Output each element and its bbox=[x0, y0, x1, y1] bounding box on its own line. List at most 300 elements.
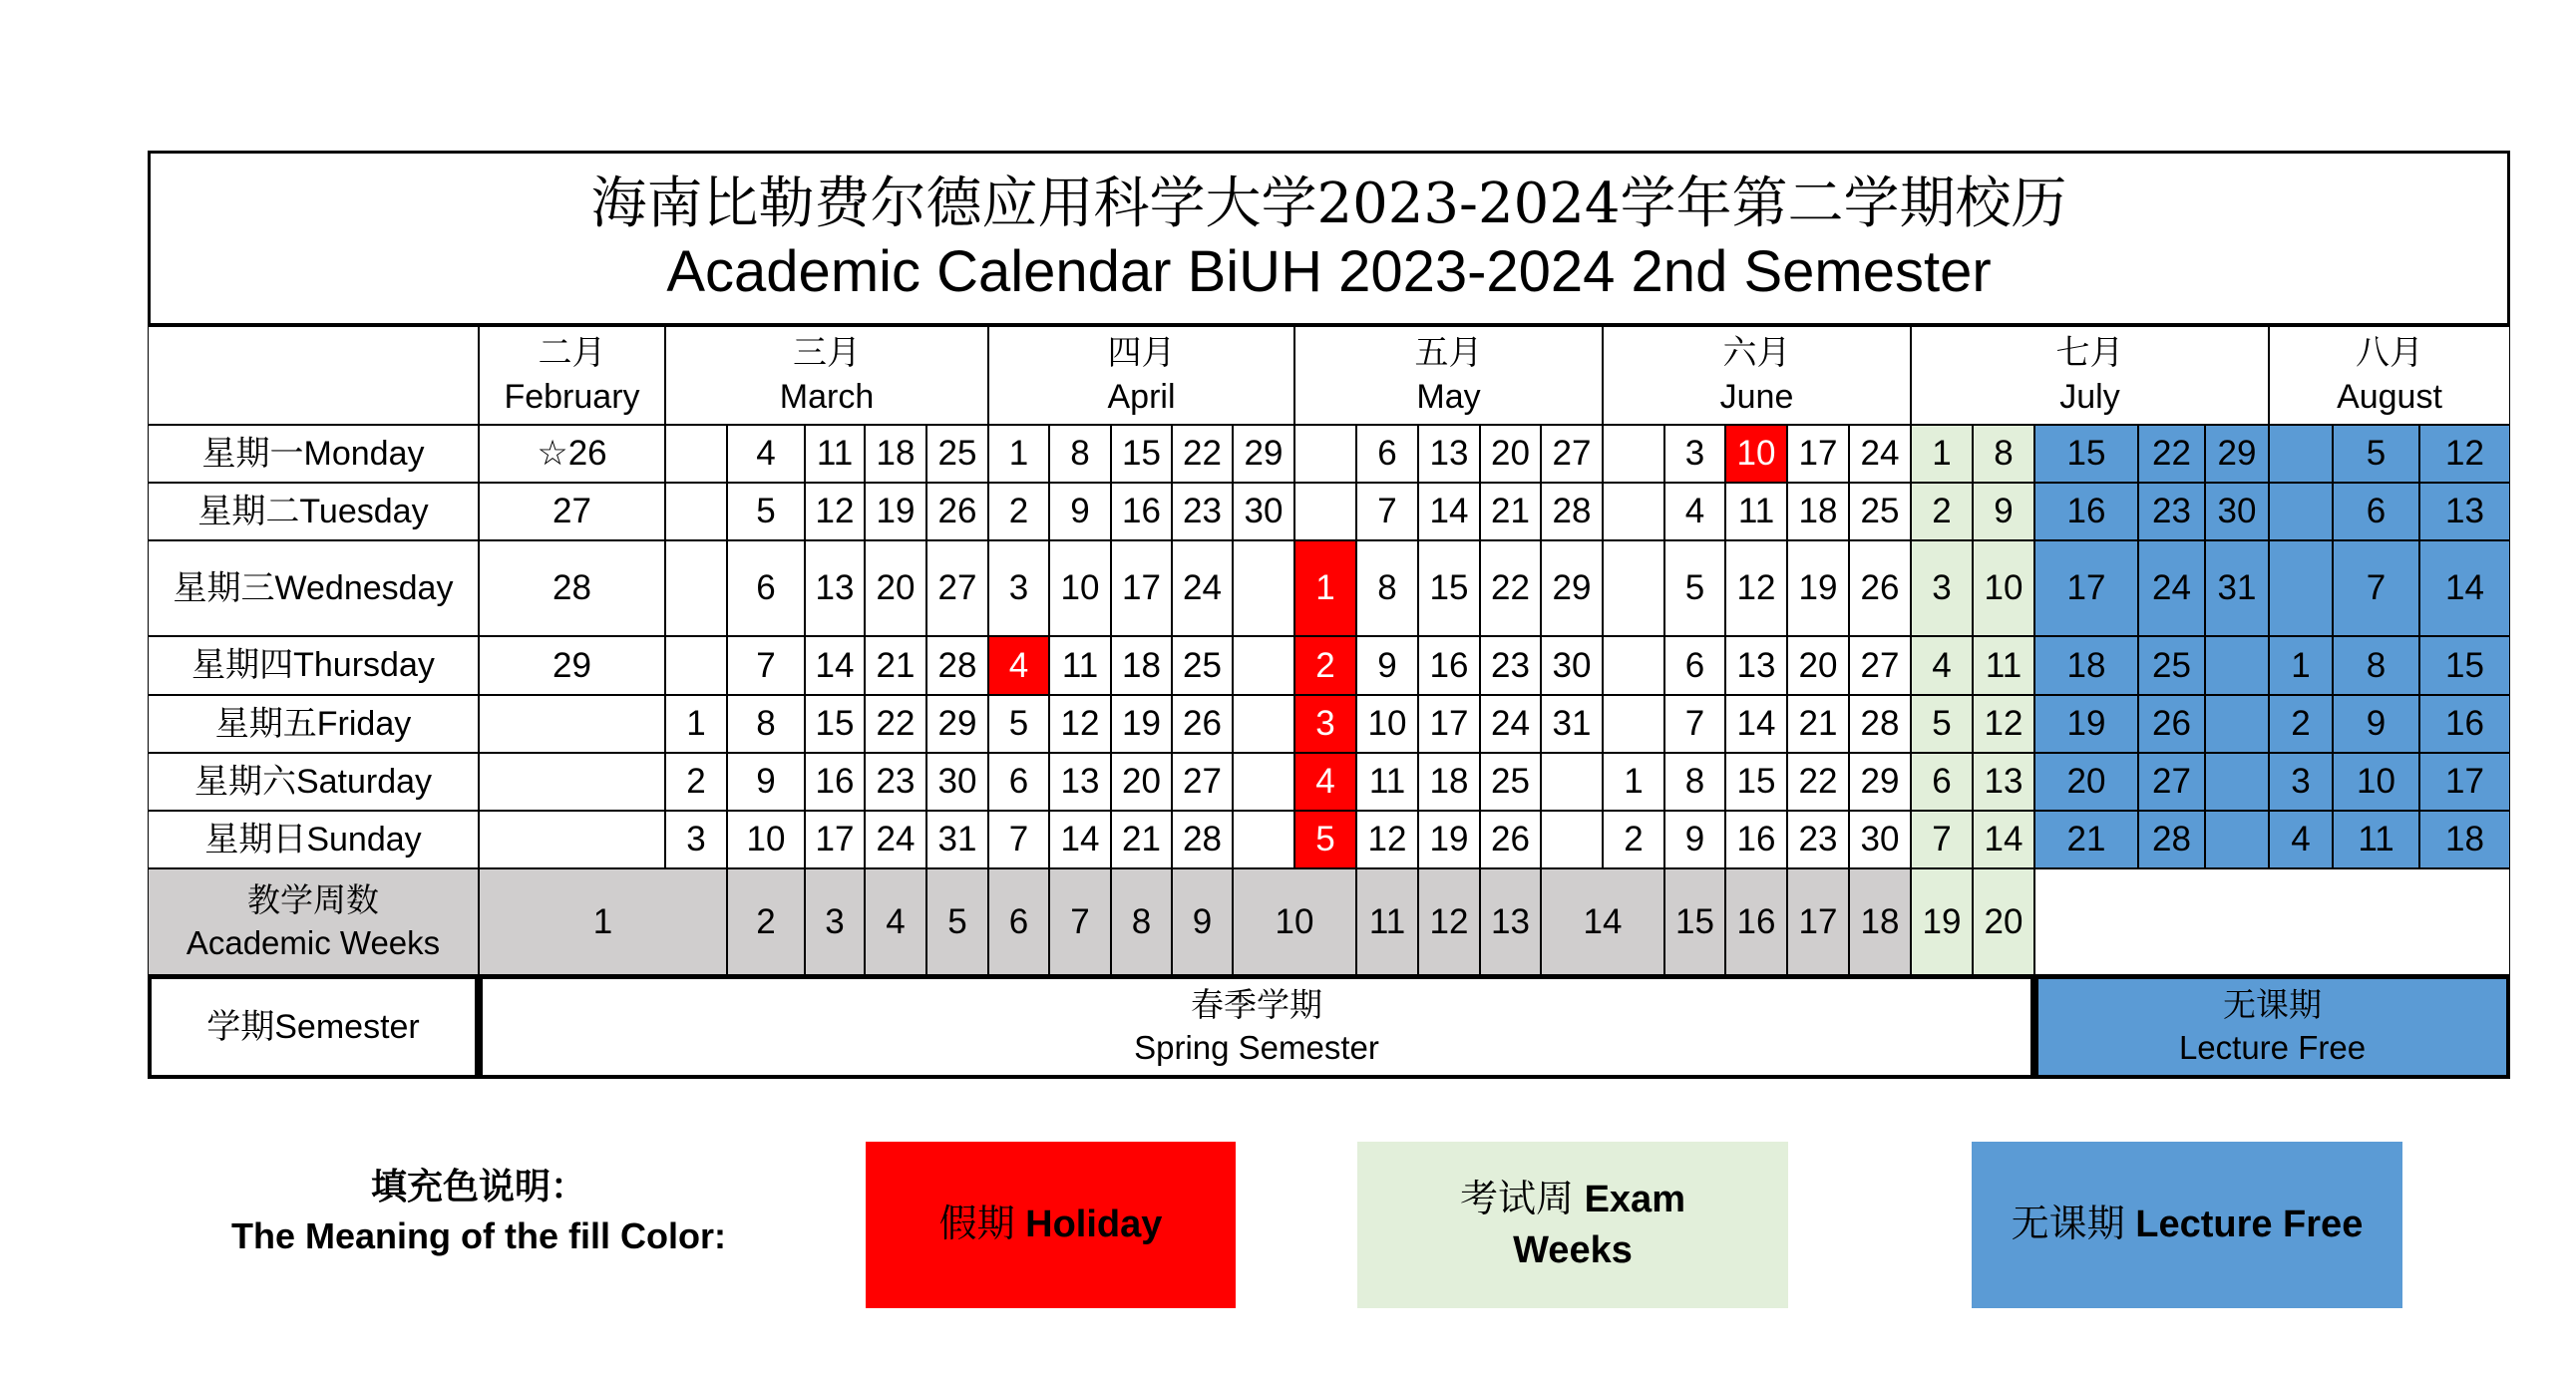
day-cell bbox=[1725, 811, 1787, 868]
day-number: 23 bbox=[1491, 645, 1530, 685]
day-cell bbox=[988, 540, 1049, 636]
day-cell bbox=[1480, 483, 1541, 540]
day-number: 25 bbox=[937, 434, 977, 474]
day-cell bbox=[1356, 811, 1418, 868]
day-number: 8 bbox=[1377, 568, 1397, 608]
day-cell bbox=[1049, 483, 1111, 540]
month-chinese: 二月 bbox=[538, 332, 606, 373]
day-cell bbox=[1294, 753, 1356, 811]
day-cell bbox=[1418, 425, 1480, 483]
day-cell bbox=[865, 753, 926, 811]
day-number: 3 bbox=[1932, 568, 1952, 608]
month-chinese: 八月 bbox=[2356, 332, 2423, 373]
day-cell bbox=[1911, 811, 1973, 868]
day-number: 6 bbox=[756, 568, 776, 608]
day-cell bbox=[2034, 540, 2138, 636]
day-cell bbox=[1541, 636, 1603, 695]
day-number: 29 bbox=[937, 704, 977, 744]
academic-week-number bbox=[1911, 868, 1973, 975]
day-cell bbox=[1480, 695, 1541, 753]
legend-title-chinese: 填充色说明： bbox=[370, 1166, 586, 1207]
day-label-chinese: 星期日 bbox=[204, 819, 307, 859]
day-label bbox=[148, 540, 479, 636]
day-cell bbox=[1172, 540, 1233, 636]
week-number: 18 bbox=[1860, 901, 1900, 941]
month-chinese: 七月 bbox=[2055, 332, 2124, 373]
day-cell bbox=[1664, 540, 1725, 636]
day-number: 16 bbox=[2066, 492, 2106, 531]
day-number: 22 bbox=[1183, 434, 1222, 474]
day-number: 22 bbox=[876, 704, 916, 744]
day-cell bbox=[805, 753, 865, 811]
day-cell bbox=[1111, 636, 1172, 695]
day-cell bbox=[1356, 483, 1418, 540]
day-number: 19 bbox=[1122, 704, 1161, 744]
month-english: May bbox=[1416, 377, 1481, 416]
day-label bbox=[148, 483, 479, 540]
day-number: 7 bbox=[1932, 820, 1952, 859]
day-number: 7 bbox=[1377, 492, 1397, 531]
day-cell bbox=[1725, 425, 1787, 483]
day-cell bbox=[1603, 753, 1664, 811]
day-cell bbox=[1294, 425, 1356, 483]
day-number: 28 bbox=[1183, 820, 1222, 859]
day-cell bbox=[1603, 636, 1664, 695]
legend-free-english: Lecture Free bbox=[2135, 1203, 2364, 1246]
day-cell bbox=[1172, 483, 1233, 540]
day-number: 26 bbox=[1183, 704, 1222, 744]
day-number: 1 bbox=[1624, 762, 1644, 802]
day-cell bbox=[1911, 483, 1973, 540]
day-cell bbox=[1911, 636, 1973, 695]
academic-week-number bbox=[1233, 868, 1356, 975]
day-cell bbox=[2034, 695, 2138, 753]
academic-weeks-label-chinese: 教学周数 bbox=[247, 879, 379, 919]
day-cell bbox=[2269, 753, 2333, 811]
day-cell bbox=[1418, 483, 1480, 540]
day-cell bbox=[1233, 636, 1294, 695]
month-chinese: 三月 bbox=[793, 332, 861, 373]
day-cell bbox=[1725, 483, 1787, 540]
day-cell bbox=[1973, 753, 2034, 811]
title-english: Academic Calendar BiUH 2023-2024 2nd Semester bbox=[666, 238, 1992, 304]
day-number: 9 bbox=[756, 762, 776, 802]
week-number: 14 bbox=[1583, 901, 1623, 941]
day-cell bbox=[1664, 483, 1725, 540]
day-number: 22 bbox=[1491, 568, 1530, 608]
day-cell bbox=[1541, 753, 1603, 811]
day-number: 23 bbox=[2152, 492, 2191, 531]
day-cell bbox=[1480, 425, 1541, 483]
day-cell bbox=[865, 425, 926, 483]
day-number: 3 bbox=[2291, 762, 2311, 802]
day-number: 14 bbox=[1736, 704, 1776, 744]
day-cell bbox=[2419, 695, 2510, 753]
day-number: 9 bbox=[2366, 704, 2387, 744]
day-cell bbox=[1480, 636, 1541, 695]
day-number: 1 bbox=[1315, 568, 1335, 608]
day-number: 14 bbox=[1984, 820, 2024, 859]
day-cell bbox=[1480, 811, 1541, 868]
day-number: 24 bbox=[1183, 568, 1222, 608]
day-cell bbox=[2269, 483, 2333, 540]
day-number: 17 bbox=[815, 820, 855, 859]
day-cell bbox=[1603, 811, 1664, 868]
day-number: 14 bbox=[2445, 568, 2484, 608]
month-english: July bbox=[2059, 377, 2120, 416]
day-number: 30 bbox=[1244, 492, 1284, 531]
day-cell bbox=[2205, 753, 2269, 811]
day-cell bbox=[1049, 753, 1111, 811]
day-cell bbox=[1725, 636, 1787, 695]
week-number: 3 bbox=[825, 901, 845, 941]
semester-label bbox=[148, 975, 479, 1079]
day-number: 17 bbox=[1429, 704, 1469, 744]
month-english: March bbox=[779, 377, 875, 416]
day-cell bbox=[727, 695, 805, 753]
day-cell bbox=[2333, 425, 2419, 483]
day-label-chinese: 星期一 bbox=[201, 433, 304, 474]
day-number: 24 bbox=[1491, 704, 1530, 744]
academic-week-number bbox=[1418, 868, 1480, 975]
day-number: 12 bbox=[2445, 434, 2484, 474]
day-cell bbox=[1111, 540, 1172, 636]
day-number: 20 bbox=[1491, 434, 1530, 474]
day-cell bbox=[479, 425, 665, 483]
legend-title bbox=[180, 1162, 778, 1262]
month-header bbox=[988, 326, 1294, 425]
month-english: February bbox=[504, 377, 640, 416]
day-number: 8 bbox=[1070, 434, 1090, 474]
day-number: 2 bbox=[1008, 492, 1029, 531]
day-number: 28 bbox=[1860, 704, 1900, 744]
day-cell bbox=[2419, 753, 2510, 811]
week-number: 17 bbox=[1798, 901, 1838, 941]
day-number: 20 bbox=[876, 568, 916, 608]
day-cell bbox=[865, 695, 926, 753]
day-number: 27 bbox=[1860, 645, 1900, 685]
day-cell bbox=[926, 636, 988, 695]
day-number: 23 bbox=[1798, 820, 1838, 859]
day-number: 7 bbox=[756, 645, 776, 685]
day-label-chinese: 星期四 bbox=[191, 645, 294, 686]
academic-week-number bbox=[1664, 868, 1725, 975]
day-cell bbox=[665, 695, 727, 753]
day-cell bbox=[1973, 425, 2034, 483]
day-cell bbox=[1294, 636, 1356, 695]
day-cell bbox=[2138, 483, 2205, 540]
day-number: 31 bbox=[1552, 704, 1592, 744]
day-cell bbox=[1049, 636, 1111, 695]
day-label-english: Saturday bbox=[295, 762, 433, 801]
academic-week-number bbox=[727, 868, 805, 975]
day-cell bbox=[2269, 811, 2333, 868]
day-number: 6 bbox=[1008, 762, 1029, 802]
day-cell bbox=[1603, 540, 1664, 636]
week-number: 6 bbox=[1008, 901, 1029, 941]
day-number: 5 bbox=[2366, 434, 2387, 474]
day-cell bbox=[1356, 425, 1418, 483]
day-cell bbox=[1172, 425, 1233, 483]
day-cell bbox=[1233, 695, 1294, 753]
day-number: 14 bbox=[1060, 820, 1100, 859]
day-number: 9 bbox=[1994, 492, 2014, 531]
day-cell bbox=[1049, 695, 1111, 753]
legend-exam-english: Exam bbox=[1584, 1178, 1685, 1220]
day-cell bbox=[1111, 425, 1172, 483]
day-label bbox=[148, 811, 479, 868]
day-cell bbox=[727, 425, 805, 483]
day-cell bbox=[926, 811, 988, 868]
day-cell bbox=[1725, 753, 1787, 811]
day-cell bbox=[805, 540, 865, 636]
day-number: 30 bbox=[1552, 645, 1592, 685]
spring-semester-cell bbox=[479, 975, 2034, 1079]
day-number: 24 bbox=[1860, 434, 1900, 474]
day-label-chinese: 星期二 bbox=[197, 491, 300, 531]
day-cell bbox=[926, 753, 988, 811]
day-number: 28 bbox=[1552, 492, 1592, 531]
academic-week-number bbox=[1787, 868, 1849, 975]
day-number: 28 bbox=[552, 568, 591, 608]
day-number: 30 bbox=[2217, 492, 2257, 531]
day-number: 6 bbox=[1377, 434, 1397, 474]
day-number: 31 bbox=[2217, 568, 2257, 608]
day-number: 18 bbox=[1429, 762, 1469, 802]
day-number: 1 bbox=[1932, 434, 1952, 474]
day-cell bbox=[479, 540, 665, 636]
academic-week-number bbox=[1973, 868, 2034, 975]
day-number: 13 bbox=[1060, 762, 1100, 802]
legend-holiday-english: Holiday bbox=[1025, 1203, 1163, 1246]
day-number: 5 bbox=[1315, 820, 1335, 859]
day-cell bbox=[926, 425, 988, 483]
day-cell bbox=[1849, 753, 1911, 811]
spring-semester-english: Spring Semester bbox=[1134, 1029, 1379, 1066]
academic-week-number bbox=[1849, 868, 1911, 975]
semester-label-chinese: 学期 bbox=[206, 1006, 275, 1047]
academic-week-number bbox=[1541, 868, 1664, 975]
day-cell bbox=[988, 636, 1049, 695]
day-number: 6 bbox=[1684, 645, 1705, 685]
academic-week-number bbox=[805, 868, 865, 975]
day-cell bbox=[1911, 425, 1973, 483]
day-number: 4 bbox=[1008, 645, 1029, 685]
day-cell bbox=[2034, 636, 2138, 695]
day-cell bbox=[1172, 636, 1233, 695]
day-number: 29 bbox=[1860, 762, 1900, 802]
day-number: 4 bbox=[1932, 645, 1952, 685]
day-cell bbox=[2269, 636, 2333, 695]
day-cell bbox=[1664, 636, 1725, 695]
day-number: 27 bbox=[2152, 762, 2191, 802]
day-number: 21 bbox=[1798, 704, 1838, 744]
day-cell bbox=[1603, 425, 1664, 483]
day-cell bbox=[1787, 695, 1849, 753]
day-number: 8 bbox=[1994, 434, 2014, 474]
day-cell bbox=[1849, 425, 1911, 483]
day-cell bbox=[2034, 425, 2138, 483]
day-cell bbox=[1849, 695, 1911, 753]
day-number: 18 bbox=[2445, 820, 2484, 859]
day-cell bbox=[1849, 811, 1911, 868]
day-cell bbox=[1664, 695, 1725, 753]
day-number: 23 bbox=[1183, 492, 1222, 531]
day-cell bbox=[865, 483, 926, 540]
day-cell bbox=[2138, 753, 2205, 811]
day-cell bbox=[1418, 695, 1480, 753]
day-cell bbox=[1541, 695, 1603, 753]
day-number: 26 bbox=[937, 492, 977, 531]
day-number: 4 bbox=[1315, 762, 1335, 802]
week-number: 1 bbox=[592, 901, 613, 941]
day-number: 3 bbox=[686, 820, 706, 859]
day-number: 10 bbox=[746, 820, 786, 859]
academic-week-number bbox=[988, 868, 1049, 975]
day-number: 16 bbox=[815, 762, 855, 802]
month-header bbox=[1294, 326, 1603, 425]
title-chinese: 海南比勒费尔德应用科学大学2023-2024学年第二学期校历 bbox=[590, 171, 2067, 236]
day-cell bbox=[1233, 483, 1294, 540]
day-number: 21 bbox=[1491, 492, 1530, 531]
day-cell bbox=[2138, 425, 2205, 483]
academic-weeks-label-english: Academic Weeks bbox=[185, 923, 441, 961]
day-number: 3 bbox=[1315, 704, 1335, 744]
day-number: 6 bbox=[2366, 492, 2387, 531]
day-number: 31 bbox=[937, 820, 977, 859]
day-number: 26 bbox=[2152, 704, 2191, 744]
day-number: 21 bbox=[1122, 820, 1161, 859]
day-cell bbox=[805, 695, 865, 753]
calendar-title bbox=[148, 151, 2510, 326]
day-number: 22 bbox=[2152, 434, 2191, 474]
day-cell bbox=[2333, 636, 2419, 695]
day-number: 12 bbox=[815, 492, 855, 531]
week-number: 19 bbox=[1922, 901, 1962, 941]
day-cell bbox=[1973, 540, 2034, 636]
academic-week-number bbox=[1356, 868, 1418, 975]
day-number: 24 bbox=[876, 820, 916, 859]
day-cell bbox=[2138, 811, 2205, 868]
day-cell bbox=[1787, 753, 1849, 811]
legend-exam-english-line2: Weeks bbox=[1513, 1229, 1633, 1271]
day-number: 12 bbox=[1367, 820, 1407, 859]
legend-lecture-free bbox=[1972, 1142, 2402, 1308]
day-number: 29 bbox=[552, 645, 591, 685]
legend-holiday-chinese: 假期 bbox=[938, 1201, 1015, 1246]
lecture-free-chinese: 无课期 bbox=[2223, 985, 2322, 1025]
day-cell bbox=[1233, 811, 1294, 868]
week-number: 11 bbox=[1368, 901, 1406, 941]
day-number: 16 bbox=[1122, 492, 1161, 531]
day-number: 3 bbox=[1684, 434, 1705, 474]
day-number: 10 bbox=[1984, 568, 2024, 608]
week-number: 15 bbox=[1675, 901, 1714, 941]
day-number: 15 bbox=[1736, 762, 1776, 802]
day-cell bbox=[2034, 753, 2138, 811]
day-cell bbox=[665, 753, 727, 811]
day-cell bbox=[1541, 540, 1603, 636]
legend-exam-weeks bbox=[1357, 1142, 1788, 1308]
day-cell bbox=[1418, 811, 1480, 868]
day-cell bbox=[2269, 540, 2333, 636]
day-cell bbox=[2205, 811, 2269, 868]
month-header bbox=[1911, 326, 2269, 425]
day-number: 20 bbox=[1122, 762, 1161, 802]
day-number: 10 bbox=[2357, 762, 2395, 802]
day-cell bbox=[1049, 425, 1111, 483]
month-english: June bbox=[1719, 377, 1794, 416]
day-cell bbox=[2419, 483, 2510, 540]
week-number: 4 bbox=[886, 901, 906, 941]
day-cell bbox=[1973, 695, 2034, 753]
day-cell bbox=[1541, 811, 1603, 868]
day-cell bbox=[1787, 811, 1849, 868]
academic-week-number bbox=[1725, 868, 1787, 975]
day-cell bbox=[2333, 695, 2419, 753]
day-label bbox=[148, 636, 479, 695]
day-cell bbox=[2205, 425, 2269, 483]
day-cell bbox=[1911, 695, 1973, 753]
day-number: 24 bbox=[2152, 568, 2191, 608]
day-number: 1 bbox=[686, 704, 706, 744]
day-number: 17 bbox=[2445, 762, 2484, 802]
day-number: 11 bbox=[1737, 492, 1775, 531]
month-header bbox=[1603, 326, 1911, 425]
day-number: 18 bbox=[1798, 492, 1838, 531]
day-number: 30 bbox=[1860, 820, 1900, 859]
day-number: 19 bbox=[1429, 820, 1469, 859]
day-cell bbox=[479, 811, 665, 868]
day-number: 15 bbox=[815, 704, 855, 744]
day-cell bbox=[1172, 753, 1233, 811]
week-number: 9 bbox=[1192, 901, 1213, 941]
day-cell bbox=[1049, 540, 1111, 636]
month-chinese: 六月 bbox=[1722, 332, 1791, 373]
day-number: 29 bbox=[2217, 434, 2257, 474]
day-label-english: Wednesday bbox=[274, 568, 454, 607]
day-number: 21 bbox=[876, 645, 916, 685]
day-cell bbox=[1356, 540, 1418, 636]
day-number: 15 bbox=[1429, 568, 1469, 608]
academic-week-number bbox=[1172, 868, 1233, 975]
day-number: 8 bbox=[756, 704, 776, 744]
day-cell bbox=[1418, 753, 1480, 811]
academic-weeks-empty bbox=[2034, 868, 2510, 975]
day-number: 4 bbox=[2291, 820, 2311, 859]
day-cell bbox=[1541, 425, 1603, 483]
day-cell bbox=[479, 753, 665, 811]
day-cell bbox=[988, 483, 1049, 540]
day-cell bbox=[479, 483, 665, 540]
day-cell bbox=[1172, 811, 1233, 868]
week-number: 7 bbox=[1070, 901, 1090, 941]
day-cell bbox=[805, 636, 865, 695]
day-cell bbox=[2333, 753, 2419, 811]
day-label-english: Tuesday bbox=[299, 492, 429, 530]
day-cell bbox=[1664, 811, 1725, 868]
day-number: 26 bbox=[1860, 568, 1900, 608]
day-number: 17 bbox=[2066, 568, 2106, 608]
week-number: 13 bbox=[1491, 901, 1530, 941]
day-number: 14 bbox=[1429, 492, 1469, 531]
day-number: 18 bbox=[1122, 645, 1161, 685]
day-cell bbox=[2205, 540, 2269, 636]
day-cell bbox=[1233, 540, 1294, 636]
day-cell bbox=[1787, 540, 1849, 636]
semester-label-english: Semester bbox=[274, 1007, 420, 1046]
day-number: 27 bbox=[1552, 434, 1592, 474]
